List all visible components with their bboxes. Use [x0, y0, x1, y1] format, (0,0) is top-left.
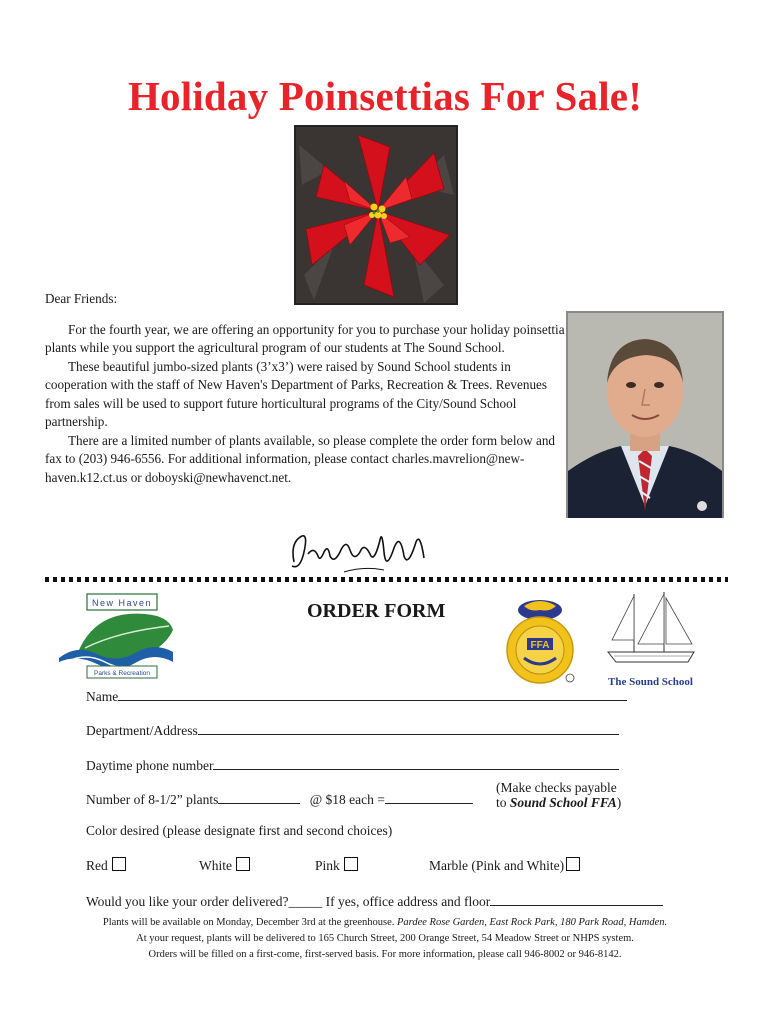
salutation: Dear Friends: — [45, 291, 118, 306]
department-line[interactable] — [198, 720, 619, 735]
letter-paragraph-2: These beautiful jumbo-sized plants (3’x3’) were raised by Sound School students in cooperation with the staff of New Haven's Department of Parks, Recreation & Trees. Revenues from sales will be used to support future horticultural programs of the City/Sound School partnership. — [45, 358, 548, 429]
phone-line[interactable] — [213, 755, 619, 770]
color-label-pink: Pink — [315, 858, 340, 873]
signature — [284, 522, 429, 580]
footer-pickup-location: Pardee Rose Garden, East Rock Park, 180 Park Road, Hamden. — [396, 917, 668, 928]
ffa-text: FFA — [530, 640, 550, 651]
cut-line-divider — [45, 577, 728, 582]
footer-line-3: Orders will be filled on a first-come, first-served basis. For more information, please call 946-8002 or 946-8142. — [148, 949, 622, 960]
phone-label: Daytime phone number — [86, 758, 214, 773]
footer-pickup-text: Plants will be available on Monday, December 3rd at the greenhouse. — [102, 917, 397, 928]
delivery-question: Would you like your order delivered? — [86, 894, 289, 909]
order-form-title: ORDER FORM — [307, 600, 446, 622]
letter-paragraph-1: For the fourth year, we are offering an opportunity for you to purchase your holiday poinsettia plants while you support the agricultural program of our students at The Sound School. — [45, 321, 565, 355]
marble-checkbox[interactable] — [566, 857, 580, 871]
delivery-answer-blank[interactable]: _____ — [288, 894, 323, 909]
nh-logo-subtext: Parks & Recreation — [94, 670, 150, 677]
letter-body — [45, 290, 570, 487]
color-desired-label: Color desired (please designate first and second choices) — [86, 823, 393, 838]
color-option-red[interactable] — [86, 857, 126, 874]
color-option-marble[interactable] — [429, 857, 580, 874]
total-line[interactable] — [385, 789, 473, 804]
white-checkbox[interactable] — [236, 857, 250, 871]
quantity-line[interactable] — [218, 789, 300, 804]
price-label: @ $18 each = — [309, 792, 385, 807]
nh-logo-text: New Haven — [91, 598, 153, 608]
department-label: Department/Address — [86, 723, 198, 738]
check-note-line1: (Make checks payable — [496, 780, 617, 795]
ffa-emblem-logo — [504, 594, 576, 686]
delivery-field[interactable] — [86, 891, 663, 910]
sound-school-label: The Sound School — [608, 676, 693, 688]
footer-notes — [0, 915, 770, 963]
department-field[interactable] — [86, 720, 619, 739]
delivery-office-label: If yes, office address and floor — [322, 894, 491, 909]
phone-field[interactable] — [86, 755, 619, 774]
footer-line-1 — [0, 915, 770, 931]
check-note-payee: Sound School FFA — [509, 795, 617, 810]
name-label: Name — [86, 689, 119, 704]
page-title: Holiday Poinsettias For Sale! — [127, 73, 643, 119]
color-label-marble: Marble (Pink and White) — [429, 858, 565, 873]
color-option-pink[interactable] — [315, 857, 358, 874]
quantity-label: Number of 8-1/2” plants — [86, 792, 219, 807]
name-field[interactable] — [86, 686, 627, 705]
letter-paragraph-3: There are a limited number of plants available, so please complete the order form below and fax to (203) 946-6556. For additional information, please contact charles.mavrelion@new-haven.k12.ct.us or doboyski@newhavenct.net. — [45, 432, 556, 485]
red-checkbox[interactable] — [112, 857, 126, 871]
quantity-field[interactable] — [86, 789, 473, 808]
pink-checkbox[interactable] — [344, 857, 358, 871]
poinsettia-photo — [294, 125, 458, 305]
check-note-prefix: to — [496, 795, 510, 810]
office-address-line[interactable] — [490, 891, 663, 906]
color-label-white: White — [199, 858, 232, 873]
check-payable-note — [496, 780, 621, 810]
check-note-suffix: ) — [616, 795, 622, 810]
color-label-red: Red — [86, 858, 108, 873]
footer-line-2: At your request, plants will be delivered to 165 Church Street, 200 Orange Street, 54 Meadow Street or NHPS system. — [136, 933, 634, 944]
new-haven-parks-logo — [57, 592, 177, 680]
sound-school-ship-logo — [604, 590, 699, 666]
color-option-white[interactable] — [199, 857, 250, 874]
name-line[interactable] — [118, 686, 627, 701]
portrait-photo — [566, 311, 724, 518]
